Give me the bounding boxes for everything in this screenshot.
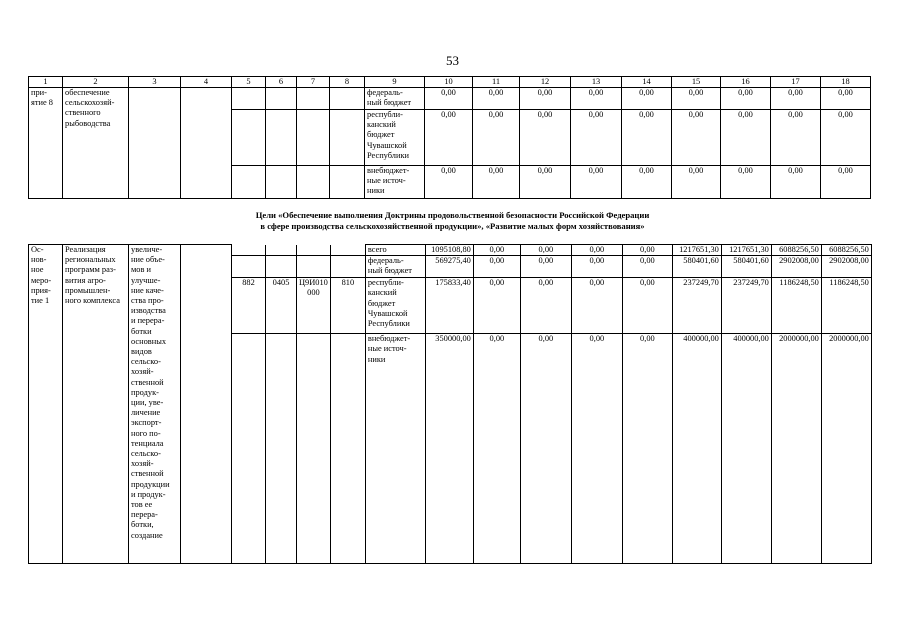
value-cell: 0,00: [571, 110, 622, 166]
funding-source: внебюджет- ные источ- ники: [365, 166, 425, 199]
empty-cell: [181, 245, 232, 564]
value-cell: 6088256,50: [771, 245, 821, 256]
value-cell: 237249,70: [672, 278, 721, 334]
col-header-14: 14: [622, 77, 672, 88]
value-cell: 580401,60: [721, 256, 771, 278]
funding-source: внебюджет- ные источ- ники: [365, 334, 425, 564]
table-row: [29, 245, 872, 256]
value-cell: 0,00: [520, 166, 571, 199]
value-cell: 400000,00: [721, 334, 771, 564]
value-cell: 0,00: [821, 166, 871, 199]
goal-line-2: в сфере производства сельскохозяйственной продукции», «Развитие малых форм хозяйствования»: [260, 221, 645, 231]
value-cell: 0,00: [473, 245, 520, 256]
empty-cell: [232, 256, 266, 278]
funding-source: республи- канский бюджет Чувашской Республики: [365, 110, 425, 166]
col-header-3: 3: [129, 77, 181, 88]
value-cell: 0,00: [622, 110, 672, 166]
empty-cell: [330, 88, 365, 110]
value-cell: 0,00: [520, 110, 571, 166]
value-cell: 0,00: [425, 110, 473, 166]
value-cell: 2000000,00: [821, 334, 871, 564]
admin-code: 882: [232, 278, 266, 334]
empty-cell: [330, 166, 365, 199]
value-cell: 0,00: [622, 245, 672, 256]
value-cell: 0,00: [425, 166, 473, 199]
col-header-8: 8: [330, 77, 365, 88]
value-cell: 0,00: [622, 166, 672, 199]
value-cell: 2000000,00: [771, 334, 821, 564]
empty-cell: [266, 110, 297, 166]
value-cell: 0,00: [672, 166, 721, 199]
empty-cell: [330, 110, 365, 166]
value-cell: 0,00: [721, 166, 771, 199]
expense-type-code: 810: [330, 278, 365, 334]
value-cell: 0,00: [821, 88, 871, 110]
empty-cell: [330, 245, 365, 256]
empty-cell: [181, 88, 232, 199]
value-cell: 0,00: [771, 88, 821, 110]
empty-cell: [297, 166, 330, 199]
value-cell: 0,00: [571, 256, 622, 278]
value-cell: 1095108,80: [425, 245, 473, 256]
value-cell: 0,00: [425, 88, 473, 110]
table-main-event: [28, 244, 872, 564]
value-cell: 0,00: [473, 88, 520, 110]
value-cell: 0,00: [672, 110, 721, 166]
value-cell: 0,00: [473, 334, 520, 564]
value-cell: 175833,40: [425, 278, 473, 334]
value-cell: 0,00: [571, 88, 622, 110]
value-cell: 2902008,00: [771, 256, 821, 278]
value-cell: 0,00: [622, 88, 672, 110]
goal-cell: [129, 88, 181, 199]
value-cell: 6088256,50: [821, 245, 871, 256]
value-cell: 0,00: [571, 245, 622, 256]
value-cell: 569275,40: [425, 256, 473, 278]
value-cell: 0,00: [571, 278, 622, 334]
col-header-15: 15: [672, 77, 721, 88]
event-label: Ос- нов- ное меро- прия- тие 1: [29, 245, 63, 564]
value-cell: 2902008,00: [821, 256, 871, 278]
empty-cell: [297, 110, 330, 166]
value-cell: 1186248,50: [771, 278, 821, 334]
col-header-1: 1: [29, 77, 63, 88]
table-continuation: [28, 76, 871, 199]
empty-cell: [232, 245, 266, 256]
empty-cell: [297, 245, 331, 256]
value-cell: 400000,00: [672, 334, 721, 564]
table-row: [29, 88, 871, 110]
value-cell: 0,00: [520, 88, 571, 110]
value-cell: 1217651,30: [721, 245, 771, 256]
empty-cell: [297, 256, 331, 278]
col-header-6: 6: [266, 77, 297, 88]
col-header-13: 13: [571, 77, 622, 88]
col-header-11: 11: [473, 77, 520, 88]
col-header-5: 5: [232, 77, 266, 88]
value-cell: 0,00: [771, 110, 821, 166]
value-cell: 0,00: [520, 334, 571, 564]
value-cell: 0,00: [473, 256, 520, 278]
value-cell: 0,00: [473, 278, 520, 334]
empty-cell: [232, 110, 266, 166]
value-cell: 0,00: [622, 278, 672, 334]
goal-line-1: Цели «Обеспечение выполнения Доктрины продовольственной безопасности Российской Федерации: [255, 210, 650, 220]
event-name: Реализация региональных программ раз- вития агро- промышлен- ного комплекса: [63, 245, 129, 564]
empty-cell: [297, 334, 331, 564]
empty-cell: [297, 88, 330, 110]
col-header-16: 16: [721, 77, 771, 88]
empty-cell: [232, 166, 266, 199]
page-number: 53: [446, 53, 459, 68]
value-cell: 0,00: [473, 110, 520, 166]
empty-cell: [266, 334, 297, 564]
empty-cell: [232, 334, 266, 564]
value-cell: 0,00: [821, 110, 871, 166]
section-code: 0405: [266, 278, 297, 334]
value-cell: 0,00: [721, 110, 771, 166]
event-label: при- ятие 8: [29, 88, 63, 199]
funding-source: всего: [365, 245, 425, 256]
empty-cell: [266, 256, 297, 278]
value-cell: 0,00: [571, 334, 622, 564]
value-cell: 0,00: [473, 166, 520, 199]
value-cell: 350000,00: [425, 334, 473, 564]
col-header-2: 2: [63, 77, 129, 88]
value-cell: 0,00: [571, 166, 622, 199]
empty-cell: [330, 334, 365, 564]
col-header-4: 4: [181, 77, 232, 88]
col-header-7: 7: [297, 77, 330, 88]
goal-heading: [0, 210, 905, 232]
value-cell: 0,00: [520, 278, 571, 334]
value-cell: 580401,60: [672, 256, 721, 278]
empty-cell: [266, 88, 297, 110]
empty-cell: [266, 166, 297, 199]
value-cell: 0,00: [672, 88, 721, 110]
empty-cell: [232, 88, 266, 110]
target-article-code: Ц9И010 000: [297, 278, 331, 334]
column-number-row: [29, 77, 871, 88]
funding-source: федераль- ный бюджет: [365, 88, 425, 110]
value-cell: 1217651,30: [672, 245, 721, 256]
value-cell: 0,00: [721, 88, 771, 110]
value-cell: 0,00: [771, 166, 821, 199]
col-header-17: 17: [771, 77, 821, 88]
value-cell: 1186248,50: [821, 278, 871, 334]
col-header-10: 10: [425, 77, 473, 88]
value-cell: 0,00: [622, 256, 672, 278]
event-goal: увеличе- ние объе- мов и улучше- ние каче- ства про- изводства и перера- ботки основных видов сельско- хозяй- ственной продук- ции, уве- личение экспорт- ного по- тенциала сельско- хозяй- ственной продукции и продук- тов ее перера- ботки, создание: [129, 245, 181, 564]
col-header-12: 12: [520, 77, 571, 88]
empty-cell: [266, 245, 297, 256]
value-cell: 0,00: [622, 334, 672, 564]
value-cell: 0,00: [520, 256, 571, 278]
funding-source: федераль- ный бюджет: [365, 256, 425, 278]
value-cell: 237249,70: [721, 278, 771, 334]
col-header-18: 18: [821, 77, 871, 88]
event-name: обеспечение сельскохозяй- ственного рыбоводства: [63, 88, 129, 199]
empty-cell: [330, 256, 365, 278]
col-header-9: 9: [365, 77, 425, 88]
value-cell: 0,00: [520, 245, 571, 256]
funding-source: республи- канский бюджет Чувашской Республики: [365, 278, 425, 334]
